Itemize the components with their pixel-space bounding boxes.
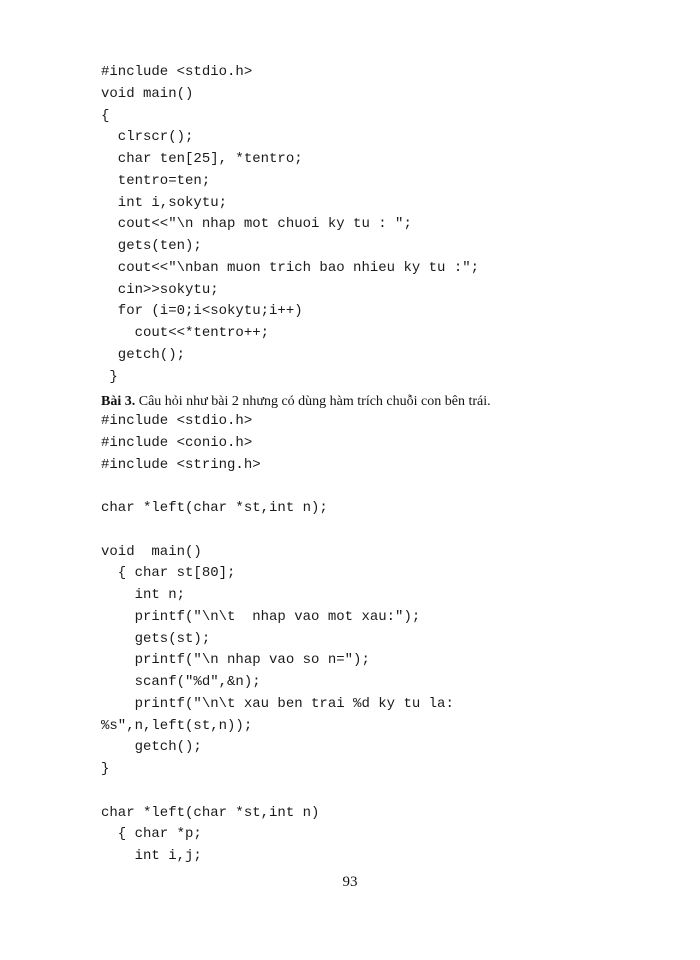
code-line: %s",n,left(st,n)); — [101, 717, 253, 734]
code-line: void main() — [101, 543, 202, 560]
exercise-label: Bài 3. — [101, 394, 136, 409]
code-line: clrscr(); — [101, 129, 194, 146]
code-line: #include <string.h> — [101, 456, 261, 473]
code-line: #include <conio.h> — [101, 434, 253, 451]
code-line: } — [101, 368, 118, 385]
exercise-heading — [101, 393, 491, 411]
code-line: int n; — [101, 587, 186, 603]
code-line: for (i=0;i<sokytu;i++) — [101, 303, 303, 320]
code-line: printf("\n nhap vao so n="); — [101, 652, 370, 669]
code-line — [101, 781, 454, 803]
code-line — [101, 476, 454, 498]
code-line: getch(); — [101, 739, 202, 756]
code-line: scanf("%d",&n); — [101, 674, 261, 690]
code-line: char *left(char *st,int n) — [101, 804, 320, 821]
code-line: char ten[25], *tentro; — [101, 151, 303, 167]
code-line: { char st[80]; — [101, 565, 236, 582]
code-line: #include <stdio.h> — [101, 64, 253, 80]
exercise-text: Câu hỏi như bài 2 nhưng có dùng hàm trích chuỗi con bên trái. — [135, 394, 491, 409]
code-line: } — [101, 761, 110, 777]
code-line: { char *p; — [101, 826, 202, 843]
code-line: tentro=ten; — [101, 172, 211, 189]
code-line: printf("\n\t nhap vao mot xau:"); — [101, 608, 421, 625]
code-line: printf("\n\t xau ben trai %d ky tu la: — [101, 695, 454, 712]
code-block-exercise-3 — [101, 411, 454, 868]
code-line: gets(ten); — [101, 238, 202, 254]
code-line: { — [101, 107, 110, 124]
code-block-main — [101, 62, 479, 388]
code-line — [101, 520, 454, 542]
code-line: cin>>sokytu; — [101, 281, 219, 298]
code-line: int i,j; — [101, 848, 202, 864]
code-line: char *left(char *st,int n); — [101, 500, 328, 516]
code-line: cout<<"\n nhap mot chuoi ky tu : "; — [101, 216, 412, 233]
code-line: gets(st); — [101, 630, 211, 647]
code-line: cout<<"\nban muon trich bao nhieu ky tu :"; — [101, 259, 480, 276]
code-line: cout<<*tentro++; — [101, 325, 270, 341]
code-line: #include <stdio.h> — [101, 413, 253, 429]
code-line: void main() — [101, 85, 194, 102]
code-line: int i,sokytu; — [101, 194, 228, 211]
page-number: 93 — [342, 874, 358, 890]
code-line: getch(); — [101, 346, 186, 363]
